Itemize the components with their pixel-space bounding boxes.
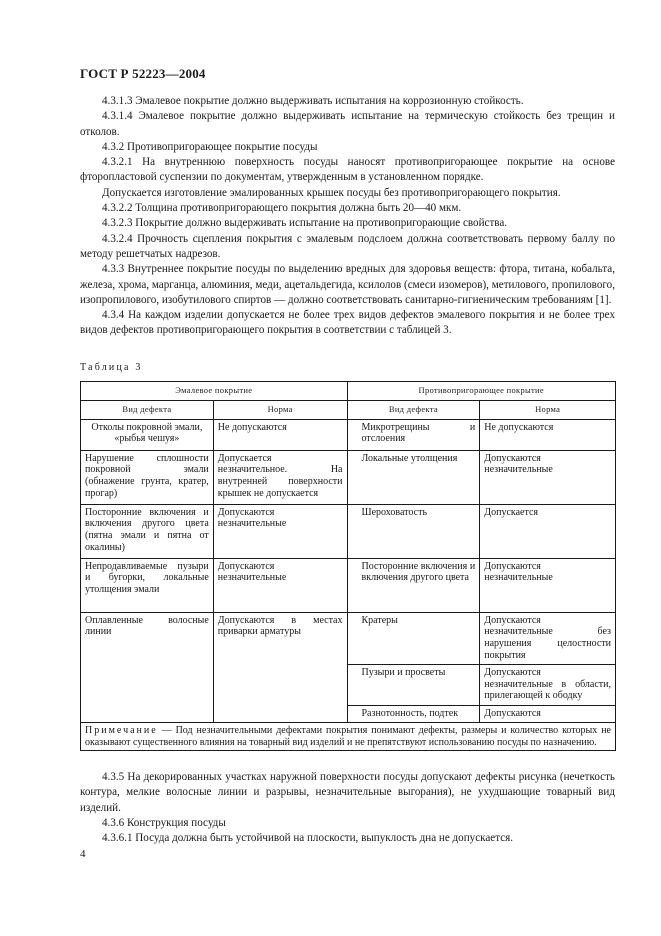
paragraph: 4.3.2.2 Толщина противопригорающего покрытия должна быть 20—40 мкм. (102, 202, 462, 215)
table-row (81, 504, 616, 558)
paragraph: 4.3.2.4 Прочность сцепления покрытия с эмалевым подслоем должна соответствовать первому баллу по методу решетчатых надрезов. (80, 232, 615, 260)
enamel-norm-cell: Допускается незначительное. На внутренней поверхности крышек не допускается (213, 450, 347, 504)
paragraph: 4.3.2.1 На внутреннюю поверхность посуды наносят противопригорающее покрытие на основе фторопластовой суспензии по документам, утвержденным в установленном порядке. (80, 156, 615, 184)
coating-norm-cell: Допускаются незначительные (480, 558, 616, 612)
coating-defect-cell: Локальные утолщения (347, 450, 480, 504)
paragraph: 4.3.6.1 Посуда должна быть устойчивой на плоскости, выпуклость дна не допускается. (102, 832, 513, 845)
paragraph: 4.3.1.4 Эмалевое покрытие должно выдерживать испытание на термическую стойкость без трещин и отколов. (80, 110, 615, 138)
table-caption: Таблица 3 (80, 362, 143, 373)
paragraph: 4.3.1.3 Эмалевое покрытие должно выдерживать испытания на коррозионную стойкость. (102, 95, 524, 107)
document-header: ГОСТ Р 52223—2004 (80, 66, 206, 81)
coating-norm-cell: Допускается (480, 504, 616, 558)
group-header-enamel: Эмалевое покрытие (81, 382, 348, 401)
table-row (81, 419, 616, 450)
coating-norm-cell: Не допускаются (480, 419, 616, 450)
table-row (81, 558, 616, 612)
paragraph: 4.3.4 На каждом изделии допускается не более трех видов дефектов эмалевого покрытия и не более трех видов дефектов противопригорающего покрытия в соответствии с таблицей 3. (80, 309, 615, 337)
enamel-norm-cell: Допускаются в местах приварки арматуры (213, 612, 347, 722)
table-note-row (81, 722, 616, 751)
table-row (81, 612, 616, 664)
paragraph: Допускается изготовление эмалированных крышек посуды без противопригорающего покрытия. (102, 186, 561, 199)
coating-defect-cell: Пузыри и просветы (347, 664, 480, 705)
paragraph: 4.3.5 На декорированных участках наружной поверхности посуды допускают дефекты рисунка (нечеткость контура, мелкие волосные линии и разрывы, незначительные выгорания), не ухудшающие товарный вид изделий. (80, 771, 615, 814)
coating-defect-cell: Посторонние включения и включения другого цвета (347, 558, 480, 612)
coating-norm-cell: Допускаются незначительные (480, 450, 616, 504)
coating-norm-cell: Допускаются незначительные в области, прилегающей к ободку (480, 664, 616, 705)
enamel-norm-cell: Не допускаются (213, 419, 347, 450)
coating-defect-cell: Кратеры (347, 612, 480, 664)
col-header-norm: Норма (213, 400, 347, 419)
note-label: Примечание (85, 724, 158, 736)
coating-norm-cell: Допускаются незначительные без нарушения целостности покрытия (480, 612, 616, 664)
col-header-defect: Вид дефекта (81, 400, 214, 419)
body-text-lower (80, 770, 615, 846)
body-text-upper (80, 94, 615, 339)
table-row (81, 450, 616, 504)
paragraph: 4.3.2 Противопригорающее покрытие посуды (102, 140, 318, 153)
enamel-defect-cell: Оплавленные волосные линии (81, 612, 214, 722)
enamel-defect-cell: Посторонние включения и включения другого цвета (пятна эмали и пятна от окалины) (81, 504, 214, 558)
note-text: — Под незначительными дефектами покрытия понимают дефекты, размеры и количество которых не оказывают существенного влияния на товарный вид изделий и не препятствуют использованию посуды по назначению. (85, 724, 611, 748)
enamel-norm-cell: Допускаются незначительные (213, 558, 347, 612)
enamel-defect-cell: Непродавливаемые пузыри и бугорки, локальные утолщения эмали (81, 558, 214, 612)
defects-table (80, 381, 616, 751)
paragraph: 4.3.3 Внутреннее покрытие посуды по выделению вредных для здоровья веществ: фтора, титана, кобальта, железа, хрома, марганца, алюминия, меди, ацетальдегида, ксилолов (смеси изомеров), метилового, пропилового, изопропилового, изобутилового спиртов — должно соответствовать санитарно-гигиеническим требованиям [1]. (80, 263, 615, 306)
coating-defect-cell: Микротрещины и отслоения (347, 419, 480, 450)
page-number: 4 (80, 848, 86, 860)
paragraph: 4.3.6 Конструкция посуды (102, 816, 226, 829)
table-note (81, 722, 616, 751)
enamel-defect-cell: Отколы покровной эмали, «рыбья чешуя» (81, 419, 214, 450)
group-header-coating: Противопригорающее покрытие (347, 382, 616, 401)
enamel-defect-cell: Нарушение сплошности покровной эмали (обнажение грунта, кратер, прогар) (81, 450, 214, 504)
coating-defect-cell: Разнотонность, подтек (347, 705, 480, 722)
col-header-defect: Вид дефекта (347, 400, 480, 419)
paragraph: 4.3.2.3 Покрытие должно выдерживать испытание на противопригорающие свойства. (102, 217, 508, 230)
enamel-norm-cell: Допускаются незначительные (213, 504, 347, 558)
col-header-norm: Норма (480, 400, 616, 419)
coating-defect-cell: Шероховатость (347, 504, 480, 558)
coating-norm-cell: Допускаются (480, 705, 616, 722)
